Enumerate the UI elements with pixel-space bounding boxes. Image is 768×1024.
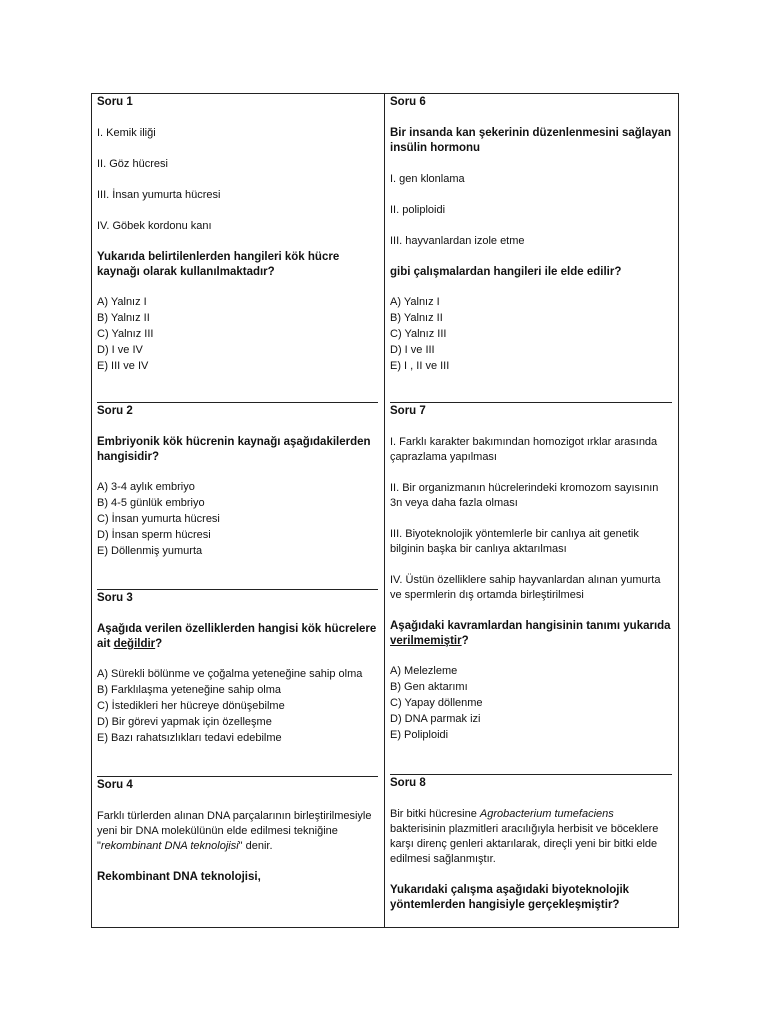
options-list — [97, 294, 378, 374]
question-body — [97, 809, 378, 854]
option[interactable]: C) Yalnız III — [390, 328, 447, 340]
question-text-post: ? — [155, 638, 163, 650]
question-4 — [97, 778, 378, 885]
item: IV. Göbek kordonu kanı — [97, 220, 212, 232]
question-body — [390, 807, 672, 867]
item: I. Farklı karakter bakımından homozigot ırklar arasında çaprazlama yapılması — [390, 436, 658, 463]
column-divider — [384, 94, 385, 927]
item: III. İnsan yumurta hücresi — [97, 189, 221, 201]
question-sheet — [91, 93, 679, 928]
question-separator — [97, 776, 378, 777]
item: III. Biyoteknolojik yöntemlerle bir canlıya ait genetik bilginin başka bir canlıya aktarılması — [390, 528, 639, 555]
question-separator — [97, 589, 378, 590]
option[interactable]: B) 4-5 günlük embriyo — [97, 497, 205, 509]
question-6 — [390, 95, 672, 374]
option[interactable]: E) III ve IV — [97, 360, 149, 372]
question-text-post: ? — [461, 635, 469, 647]
option[interactable]: D) Bir görevi yapmak için özelleşme — [97, 716, 272, 728]
body-text-pre: Bir bitki hücresine — [390, 808, 480, 820]
option[interactable]: E) Poliploidi — [390, 729, 449, 741]
question-1 — [97, 95, 378, 374]
question-text-pre: Aşağıdaki kavramlardan hangisinin tanımı yukarıda — [390, 620, 671, 632]
question-title: Soru 6 — [390, 96, 426, 108]
question-text — [390, 619, 672, 649]
option[interactable]: A) Sürekli bölünme ve çoğalma yeteneğine sahip olma — [97, 668, 363, 680]
question-text: Embriyonik kök hücrenin kaynağı aşağıdakilerden hangisidir? — [97, 436, 371, 463]
options-list — [97, 666, 378, 746]
item: I. gen klonlama — [390, 173, 465, 185]
option[interactable]: A) Yalnız I — [390, 296, 440, 308]
question-text: Yukarıdaki çalışma aşağıdaki biyoteknolojik yöntemlerden hangisiyle gerçekleşmiştir? — [390, 884, 630, 911]
question-title: Soru 8 — [390, 777, 426, 789]
question-8 — [390, 776, 672, 913]
question-3 — [97, 591, 378, 746]
body-text-pre: Farklı türlerden alınan DNA parçalarının birleştirilmesiyle yeni bir DNA molekülünün elde edilmesi tekniğine " — [97, 810, 372, 852]
question-title: Soru 1 — [97, 96, 133, 108]
body-text-italic: Agrobacterium tumefaciens — [479, 808, 614, 820]
option[interactable]: E) Bazı rahatsızlıkları tedavi edebilme — [97, 732, 282, 744]
option[interactable]: C) Yalnız III — [97, 328, 154, 340]
question-title: Soru 4 — [97, 779, 133, 791]
question-separator — [390, 402, 672, 403]
option[interactable]: B) Gen aktarımı — [390, 681, 468, 693]
question-title: Soru 7 — [390, 405, 426, 417]
option[interactable]: D) İnsan sperm hücresi — [97, 529, 211, 541]
item: IV. Üstün özelliklere sahip hayvanlardan alınan yumurta ve spermlerin dış ortamda birleştirilmesi — [390, 574, 661, 601]
question-2 — [97, 404, 378, 559]
body-text-post: " denir. — [238, 840, 273, 852]
question-text-pre: Aşağıda verilen özelliklerden hangisi kök hücrelere ait — [97, 623, 377, 650]
item: III. hayvanlardan izole etme — [390, 235, 525, 247]
question-separator — [97, 402, 378, 403]
option[interactable]: B) Yalnız II — [97, 312, 150, 324]
question-text-2: gibi çalışmalardan hangileri ile elde edilir? — [390, 266, 622, 278]
item: I. Kemik iliği — [97, 127, 156, 139]
option[interactable]: B) Yalnız II — [390, 312, 443, 324]
option[interactable]: D) I ve IV — [97, 344, 143, 356]
question-text-underlined: verilmemiştir — [390, 635, 462, 647]
body-text-italic: rekombinant DNA teknolojisi — [100, 840, 239, 852]
item: II. Göz hücresi — [97, 158, 168, 170]
option[interactable]: E) I , II ve III — [390, 360, 450, 372]
option[interactable]: A) Yalnız I — [97, 296, 147, 308]
question-text: Rekombinant DNA teknolojisi, — [97, 871, 261, 883]
option[interactable]: C) İnsan yumurta hücresi — [97, 513, 220, 525]
question-text-underlined: değildir — [113, 638, 156, 650]
question-7 — [390, 404, 672, 743]
question-title: Soru 2 — [97, 405, 133, 417]
item: II. Bir organizmanın hücrelerindeki kromozom sayısının 3n veya daha fazla olması — [390, 482, 659, 509]
options-list — [390, 294, 672, 374]
body-text-post: bakterisinin plazmitleri aracılığıyla herbisit ve böceklere karşı direnç genleri aktarılarak, direçli yeni bir bitki elde edilmesi sağlanmıştır. — [390, 823, 659, 865]
question-title: Soru 3 — [97, 592, 133, 604]
question-separator — [390, 774, 672, 775]
option[interactable]: B) Farklılaşma yeteneğine sahip olma — [97, 684, 282, 696]
options-list — [390, 663, 672, 743]
option[interactable]: A) Melezleme — [390, 665, 458, 677]
option[interactable]: E) Döllenmiş yumurta — [97, 545, 203, 557]
question-text — [97, 622, 378, 652]
question-text: Bir insanda kan şekerinin düzenlenmesini sağlayan insülin hormonu — [390, 127, 672, 154]
option[interactable]: C) Yapay döllenme — [390, 697, 483, 709]
options-list — [97, 479, 378, 559]
option[interactable]: D) DNA parmak izi — [390, 713, 481, 725]
option[interactable]: A) 3-4 aylık embriyo — [97, 481, 195, 493]
option[interactable]: C) İstedikleri her hücreye dönüşebilme — [97, 700, 285, 712]
option[interactable]: D) I ve III — [390, 344, 435, 356]
item: II. poliploidi — [390, 204, 446, 216]
question-text: Yukarıda belirtilenlerden hangileri kök hücre kaynağı olarak kullanılmaktadır? — [97, 251, 340, 278]
